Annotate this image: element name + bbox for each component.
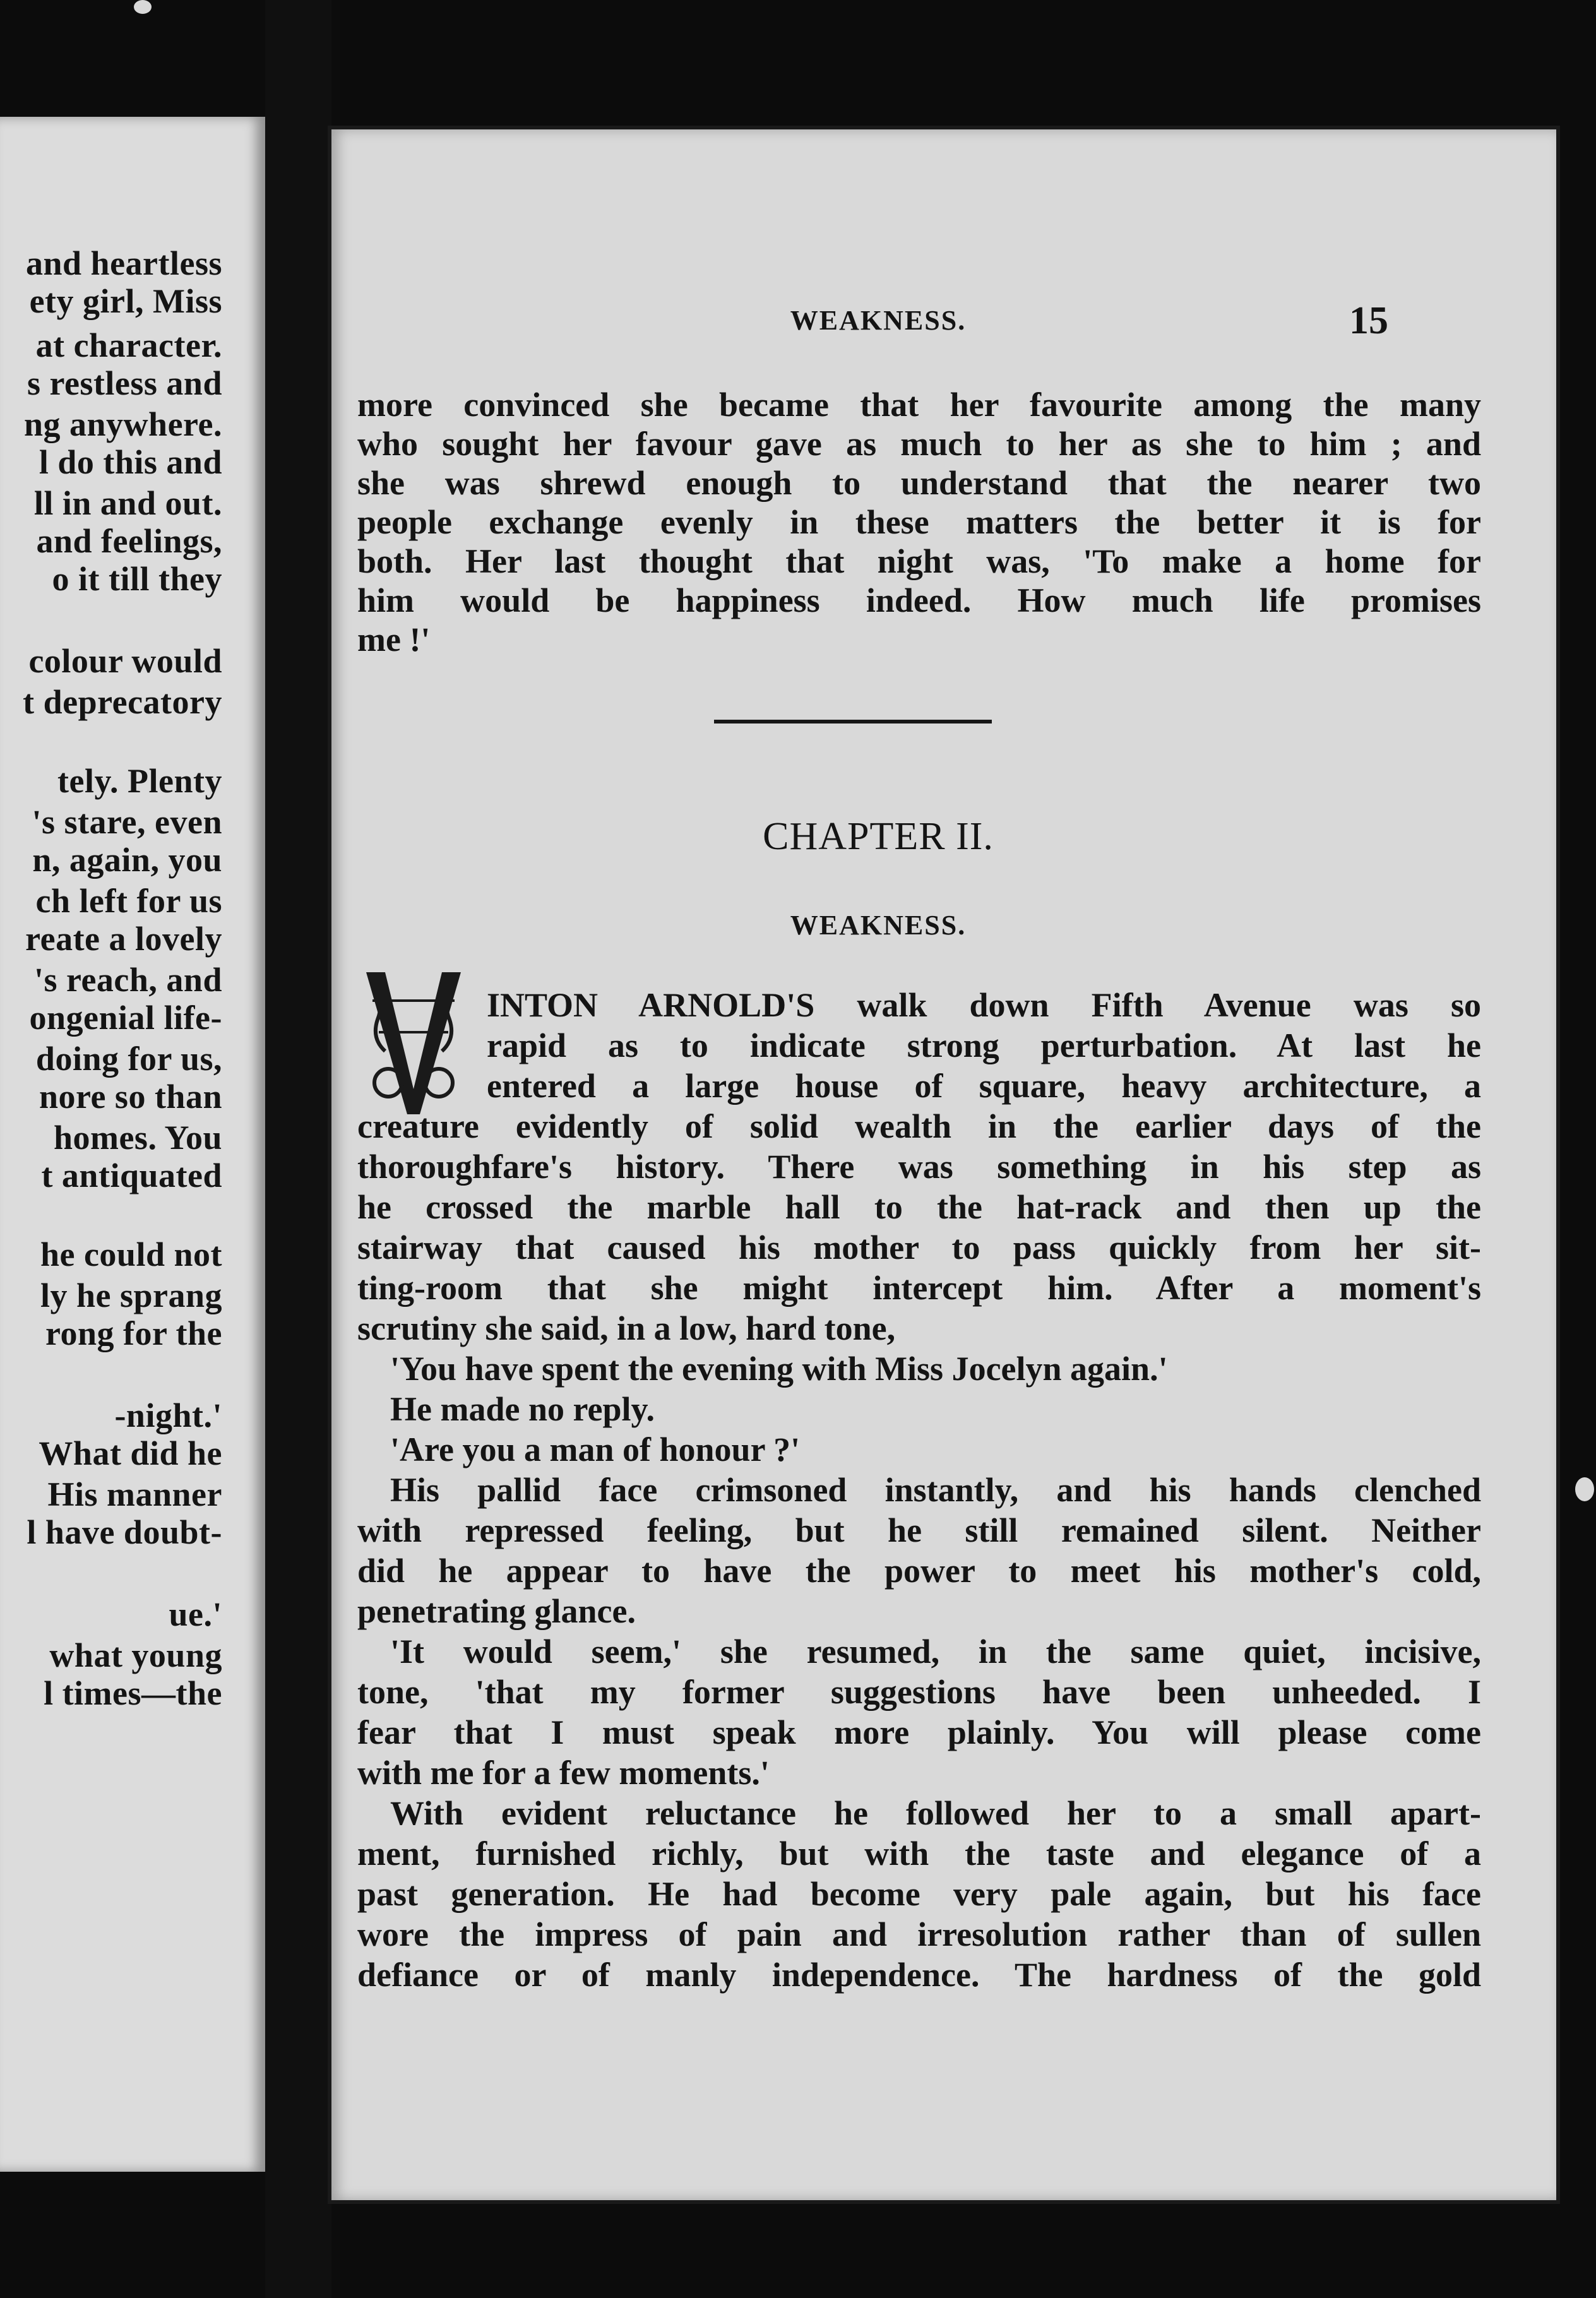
left-page-line: tely. Plenty bbox=[57, 762, 222, 800]
left-page-line: colour would bbox=[28, 642, 222, 680]
left-page-line: ly he sprang bbox=[40, 1277, 222, 1314]
body-line: With evident reluctance he followed her to a small apart- bbox=[390, 1794, 1481, 1832]
right-page bbox=[331, 129, 1556, 2200]
body-line: entered a large house of square, heavy architecture, a bbox=[487, 1067, 1481, 1105]
left-page-line: ll in and out. bbox=[33, 484, 222, 522]
left-page-line: l times—the bbox=[44, 1674, 222, 1712]
left-page-line: n, again, you bbox=[32, 841, 222, 879]
body-line: He made no reply. bbox=[390, 1390, 655, 1428]
chapter-title: CHAPTER II. bbox=[763, 815, 994, 858]
paragraph-line: people exchange evenly in these matters the better it is for bbox=[357, 503, 1481, 541]
body-line: ting-room that she might intercept him. After a moment's bbox=[357, 1269, 1481, 1307]
body-line: did he appear to have the power to meet his mother's cold, bbox=[357, 1552, 1481, 1590]
left-page bbox=[0, 117, 265, 2172]
body-line: stairway that caused his mother to pass quickly from her sit- bbox=[357, 1229, 1481, 1266]
body-line: with me for a few moments.' bbox=[357, 1754, 770, 1792]
left-page-line: he could not bbox=[40, 1235, 222, 1273]
left-page-line: l do this and bbox=[39, 443, 222, 481]
left-page-line: l have doubt- bbox=[27, 1513, 222, 1551]
paragraph-line: me !' bbox=[357, 621, 431, 658]
left-page-line: t deprecatory bbox=[23, 683, 222, 721]
section-divider bbox=[714, 720, 992, 723]
left-page-line: what young bbox=[49, 1636, 222, 1674]
body-line: ment, furnished richly, but with the taste and elegance of a bbox=[357, 1835, 1481, 1872]
body-line: past generation. He had become very pale again, but his face bbox=[357, 1875, 1481, 1913]
chapter-subtitle: WEAKNESS. bbox=[790, 910, 967, 941]
scan-background-top bbox=[0, 0, 1596, 117]
body-line: tone, 'that my former suggestions have been unheeded. I bbox=[357, 1673, 1481, 1711]
body-line: 'You have spent the evening with Miss Jocelyn again.' bbox=[390, 1350, 1168, 1388]
body-line: with repressed feeling, but he still remained silent. Neither bbox=[357, 1511, 1481, 1549]
left-page-line: reate a lovely bbox=[25, 920, 222, 958]
left-page-line: ongenial life- bbox=[29, 999, 222, 1037]
paragraph-line: more convinced she became that her favourite among the many bbox=[357, 386, 1481, 424]
left-page-line: -night.' bbox=[114, 1396, 222, 1434]
body-line: defiance or of manly independence. The hardness of the gold bbox=[357, 1956, 1481, 1994]
left-page-line: 's reach, and bbox=[33, 961, 222, 999]
paragraph-line: both. Her last thought that night was, 'To make a home for bbox=[357, 542, 1481, 580]
left-page-line: homes. You bbox=[53, 1119, 222, 1157]
left-page-line: o it till they bbox=[52, 560, 222, 598]
left-page-line: and feelings, bbox=[36, 522, 222, 560]
left-page-line: ng anywhere. bbox=[23, 405, 222, 443]
body-line: thoroughfare's history. There was something in his step as bbox=[357, 1148, 1481, 1186]
left-page-line: 's stare, even bbox=[32, 803, 222, 841]
body-line: fear that I must speak more plainly. You will please come bbox=[357, 1713, 1481, 1751]
left-page-line: t antiquated bbox=[41, 1157, 222, 1194]
paragraph-line: him would be happiness indeed. How much life promises bbox=[357, 581, 1481, 619]
body-line: wore the impress of pain and irresolution rather than of sullen bbox=[357, 1915, 1481, 1953]
running-head: WEAKNESS. bbox=[790, 305, 967, 336]
left-page-line: nore so than bbox=[39, 1078, 222, 1116]
body-line: His pallid face crimsoned instantly, and his hands clenched bbox=[390, 1471, 1481, 1509]
paragraph-line: she was shrewd enough to understand that the nearer two bbox=[357, 464, 1481, 502]
body-line: 'Are you a man of honour ?' bbox=[390, 1431, 801, 1468]
body-line: scrutiny she said, in a low, hard tone, bbox=[357, 1309, 896, 1347]
scan-fleck bbox=[1575, 1477, 1594, 1501]
body-line: 'It would seem,' she resumed, in the same quiet, incisive, bbox=[390, 1633, 1481, 1670]
book-gutter bbox=[265, 0, 331, 2298]
left-page-line: and heartless bbox=[25, 244, 222, 282]
paragraph-line: who sought her favour gave as much to her as she to him ; and bbox=[357, 425, 1481, 463]
scan-fleck bbox=[134, 0, 152, 14]
left-page-line: doing for us, bbox=[35, 1040, 222, 1078]
left-page-line: His manner bbox=[47, 1475, 222, 1513]
body-line: INTON ARNOLD'S walk down Fifth Avenue was so bbox=[487, 986, 1481, 1024]
left-page-line: ue.' bbox=[169, 1595, 222, 1633]
left-page-line: at character. bbox=[35, 326, 222, 364]
body-line: penetrating glance. bbox=[357, 1592, 636, 1630]
left-page-line: What did he bbox=[39, 1434, 222, 1472]
page-number: 15 bbox=[1349, 299, 1388, 342]
body-line: he crossed the marble hall to the hat-rack and then up the bbox=[357, 1188, 1481, 1226]
left-page-line: ety girl, Miss bbox=[29, 282, 222, 320]
left-page-line: s restless and bbox=[27, 364, 222, 402]
chapter-body bbox=[357, 985, 1481, 1995]
left-page-line: ch left for us bbox=[35, 882, 222, 920]
body-line: rapid as to indicate strong perturbation. At last he bbox=[487, 1027, 1481, 1064]
top-paragraph bbox=[357, 385, 1481, 659]
body-line: creature evidently of solid wealth in the earlier days of the bbox=[357, 1107, 1481, 1145]
left-page-line: rong for the bbox=[45, 1314, 222, 1352]
